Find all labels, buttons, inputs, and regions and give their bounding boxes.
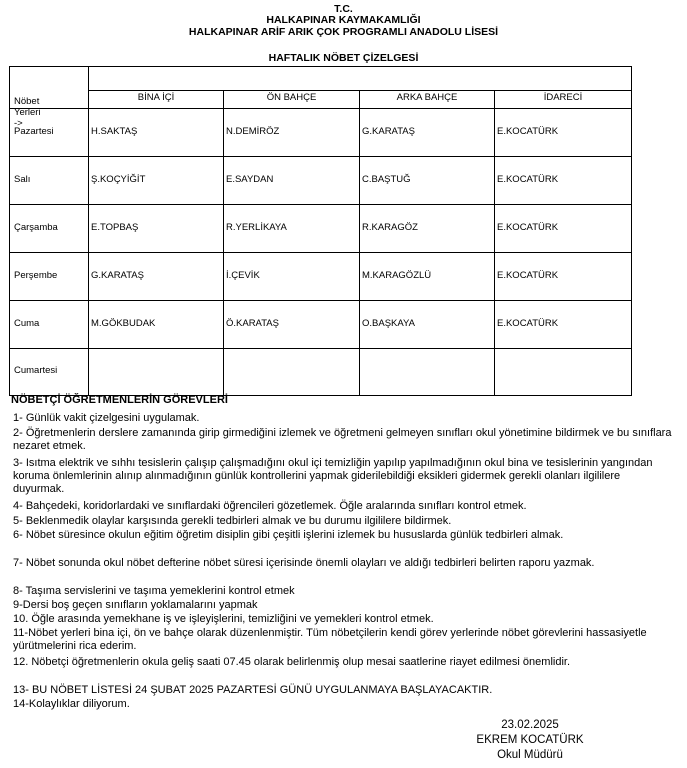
signature-role: Okul Müdürü: [497, 749, 563, 761]
table-cell: E.KOCATÜRK: [497, 126, 559, 137]
table-line: [9, 204, 631, 205]
duty-item: 8- Taşıma servislerini ve taşıma yemeklerini kontrol etmek: [13, 585, 295, 597]
table-line: [9, 348, 631, 349]
table-cell: O.BAŞKAYA: [362, 318, 415, 329]
corner-label: Nöbet Yerleri ->: [14, 96, 41, 129]
signature-name: EKREM KOCATÜRK: [476, 734, 584, 746]
duties-title: NÖBETÇİ ÖĞRETMENLERİN GÖREVLERİ: [11, 394, 228, 406]
table-cell: E.KOCATÜRK: [497, 174, 559, 185]
table-border-right: [631, 66, 632, 396]
table-line: [9, 156, 631, 157]
signature-date: 23.02.2025: [501, 719, 559, 731]
header-district: HALKAPINAR KAYMAKAMLIĞI: [266, 14, 421, 26]
table-cell: Ş.KOÇYİĞİT: [91, 174, 146, 185]
duty-item: 14-Kolaylıklar diliyorum.: [13, 698, 130, 710]
table-cell: Ö.KARATAŞ: [226, 318, 279, 329]
column-header-arka-bahce: ARKA BAHÇE: [396, 92, 458, 103]
table-line: [88, 66, 89, 396]
table-cell: İ.ÇEVİK: [226, 270, 260, 281]
duty-item: 5- Beklenmedik olaylar karşısında gerekli tedbirleri almak ve bu durumu ilgililere bildirmek.: [13, 515, 452, 527]
duty-item: 4- Bahçedeki, koridorlardaki ve sınıflardaki öğrencileri gözetlemek. Öğle aralarında sınıfları kontrol etmek.: [13, 500, 527, 512]
column-header-on-bahce: ÖN BAHÇE: [266, 92, 317, 103]
header-school: HALKAPINAR ARİF ARIK ÇOK PROGRAMLI ANADOLU LİSESİ: [188, 26, 499, 38]
duty-item: 12. Nöbetçi öğretmenlerin okula geliş saati 07.45 olarak belirlenmiş olup mesai saatlerine riayet edilmesi önemlidir.: [13, 656, 571, 668]
table-cell: H.SAKTAŞ: [91, 126, 138, 137]
table-line: [9, 300, 631, 301]
column-header-idareci: İDARECİ: [543, 92, 583, 103]
table-cell: M.KARAGÖZLÜ: [362, 270, 432, 281]
row-label-cumartesi: Cumartesi: [14, 365, 58, 376]
table-border-top: [9, 66, 631, 67]
table-line: [223, 90, 224, 396]
duty-item: 7- Nöbet sonunda okul nöbet defterine nöbet süresi içerisinde önemli olayları ve aldığı tedbirleri belirten raporu yazmak.: [13, 557, 595, 569]
duty-item: 10. Öğle arasında yemekhane iş ve işleyişlerini, temizliğini ve yemekleri kontrol etmek.: [13, 613, 434, 625]
table-cell: G.KARATAŞ: [362, 126, 415, 137]
duty-item: 6- Nöbet süresince okulun eğitim öğretim disiplin gibi çeşitli işlerini izlemek bu hususlarda günlük tedbirleri almak.: [13, 529, 564, 541]
duty-item: 9-Dersi boş geçen sınıfların yoklamalarını yapmak: [13, 599, 258, 611]
table-line: [9, 108, 631, 109]
header-tc: T.C.: [334, 3, 353, 15]
table-line: [9, 252, 631, 253]
duty-item: 13- BU NÖBET LİSTESİ 24 ŞUBAT 2025 PAZARTESİ GÜNÜ UYGULANMAYA BAŞLAYACAKTIR.: [13, 684, 493, 696]
table-cell: E.KOCATÜRK: [497, 318, 559, 329]
table-border-left: [9, 66, 10, 396]
table-cell: M.GÖKBUDAK: [91, 318, 156, 329]
table-line: [494, 90, 495, 396]
row-label-sali: Salı: [14, 174, 31, 185]
table-cell: E.TOPBAŞ: [91, 222, 139, 233]
row-label-cuma: Cuma: [14, 318, 40, 329]
table-cell: C.BAŞTUĞ: [362, 174, 411, 185]
row-label-pazartesi: Pazartesi: [14, 126, 54, 137]
row-label-carsamba: Çarşamba: [14, 222, 58, 233]
table-line: [359, 90, 360, 396]
page-title: HAFTALIK NÖBET ÇİZELGESİ: [268, 52, 419, 64]
duty-item: 11-Nöbet yerleri bina içi, ön ve bahçe olarak düzenlenmiştir. Tüm nöbetçilerin kendi görev yerlerinde nöbet görevlerini hassasiyetle yürütmelerini rica ederim.: [13, 627, 647, 652]
table-cell: G.KARATAŞ: [91, 270, 144, 281]
table-cell: R.YERLİKAYA: [226, 222, 287, 233]
duty-item: 1- Günlük vakit çizelgesini uygulamak.: [13, 412, 200, 424]
table-cell: E.KOCATÜRK: [497, 270, 559, 281]
duty-item: 3- Isıtma elektrik ve sıhhı tesislerin çalışıp çalışmadığını okul içi temizliğin yapılıp yapılmadığının okul bina ve tesislerinin yangından koruma önlemlerinin alınıp alınmadığının günlük kontrollerini yapmak giderilebildiği eksikleri gidermek gerekli olanları ilgililere duyurmak.: [13, 457, 653, 495]
table-cell: R.KARAGÖZ: [362, 222, 418, 233]
table-cell: N.DEMİRÖZ: [226, 126, 280, 137]
row-label-persembe: Perşembe: [14, 270, 58, 281]
table-cell: E.SAYDAN: [226, 174, 274, 185]
duty-item: 2- Öğretmenlerin derslere zamanında girip girmediğini izlemek ve öğretmeni gelmeyen sınıfları okul yönetimine bildirmek ve bu sınıflara nezaret etmek.: [13, 427, 672, 452]
table-cell: E.KOCATÜRK: [497, 222, 559, 233]
column-header-bina-ici: BİNA İÇİ: [137, 92, 175, 103]
